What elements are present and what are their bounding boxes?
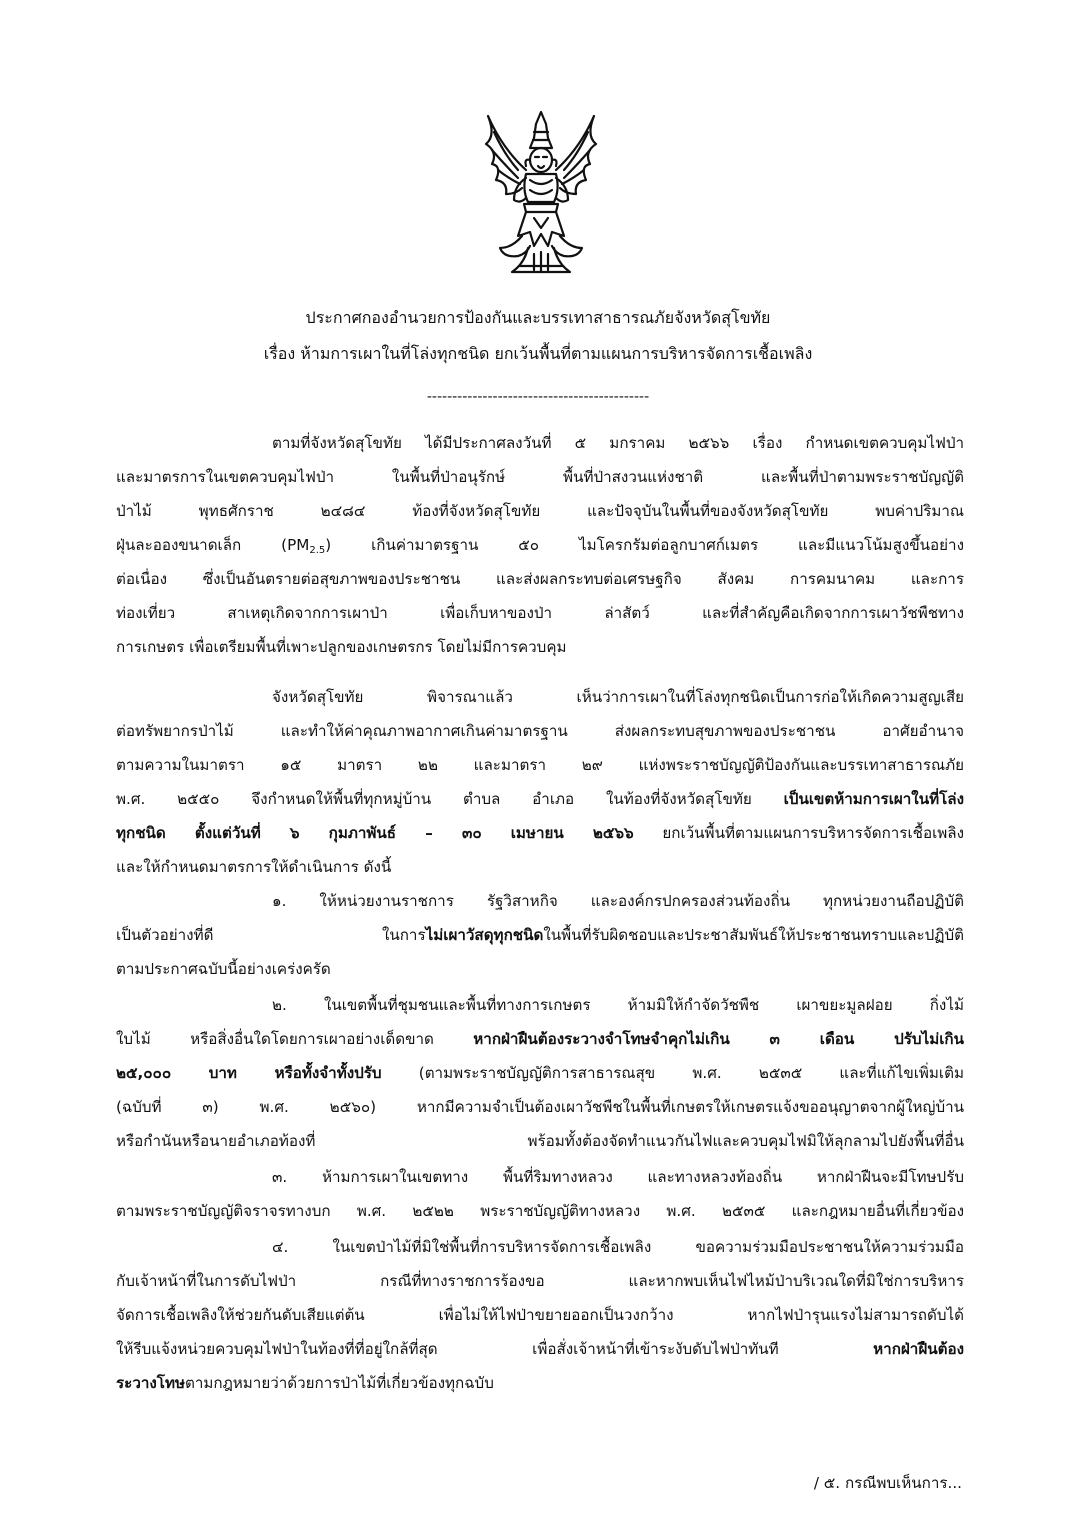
item-2-text: ใบไม้ หรือสิ่งอื่นใดโดยการเผาอย่างเด็ดขาด <box>116 1030 474 1048</box>
paragraph-1-line-6: ท่องเที่ยว สาเหตุเกิดจากการเผาป่า เพื่อเก็บหาของป่า ล่าสัตว์ และที่สำคัญคือเกิดจากการเผาวัชพืชทาง <box>116 604 964 622</box>
page-continuation: / ๕. กรณีพบเห็นการ... <box>813 1474 962 1492</box>
ban-period-bold: ทุกชนิด ตั้งแต่วันที่ ๖ กุมภาพันธ์ – ๓๐ เมษายน ๒๕๖๖ <box>116 824 634 842</box>
paragraph-1-line-3: ป่าไม้ พุทธศักราช ๒๔๘๔ ท้องที่จังหวัดสุโขทัย และปัจจุบันในพื้นที่ของจังหวัดสุโขทัย พบค่าปริมาณ <box>116 502 964 520</box>
item-2-line-3 <box>116 1062 964 1084</box>
item-1-text-2: ในพื้นที่รับผิดชอบและประชาสัมพันธ์ให้ประชาชนทราบและปฏิบัติ <box>543 926 964 944</box>
item-4-line-2: กับเจ้าหน้าที่ในการดับไฟป่า กรณีที่ทางราชการร้องขอ และหากพบเห็นไฟไหม้ป่าบริเวณใดที่มิใช่การบริหาร <box>116 1272 964 1290</box>
item-4-line-5 <box>116 1372 964 1394</box>
paragraph-2-line-6: และให้กำหนดมาตรการให้ดำเนินการ ดังนี้ <box>116 858 392 876</box>
item-2-line-1: ๒. ในเขตพื้นที่ชุมชนและพื้นที่ทางการเกษตร ห้ามมิให้กำจัดวัชพืช เผาขยะมูลฝอย กิ่งไม้ <box>272 996 964 1014</box>
item-1-line-1: ๑. ให้หน่วยงานราชการ รัฐวิสาหกิจ และองค์กรปกครองส่วนท้องถิ่น ทุกหน่วยงานถือปฏิบัติ <box>272 892 964 910</box>
paragraph-1-line-1: ตามที่จังหวัดสุโขทัย ได้มีประกาศลงวันที่ ๕ มกราคม ๒๕๖๖ เรื่อง กำหนดเขตควบคุมไฟป่า <box>272 434 964 452</box>
item-1-text: เป็นตัวอย่างที่ดี ในการ <box>116 926 426 944</box>
announcement-title: ประกาศกองอำนวยการป้องกันและบรรเทาสาธารณภัยจังหวัดสุโขทัย <box>305 308 771 327</box>
fine-bold: ๒๕,๐๐๐ บาท หรือทั้งจำทั้งปรับ <box>116 1064 382 1082</box>
item-4-line-4 <box>116 1338 964 1360</box>
paragraph-2-line-4 <box>116 788 964 810</box>
item-2-text-2: (ตามพระราชบัญญัติการสาธารณสุข พ.ศ. ๒๕๓๕ และที่แก้ไขเพิ่มเติม <box>381 1064 964 1082</box>
violation-bold: หากฝ่าฝืนต้อง <box>873 1340 964 1358</box>
paragraph-1-line-2: และมาตรการในเขตควบคุมไฟป่า ในพื้นที่ป่าอนุรักษ์ พื้นที่ป่าสงวนแห่งชาติ และพื้นที่ป่าตามพระราชบัญญัติ <box>116 468 964 486</box>
paragraph-2-line-2: ต่อทรัพยากรป่าไม้ และทำให้ค่าคุณภาพอากาศเกินค่ามาตรฐาน ส่งผลกระทบสุขภาพของประชาชน อาศัยอำนาจ <box>116 722 964 740</box>
paragraph-2-text-2: ยกเว้นพื้นที่ตามแผนการบริหารจัดการเชื้อเพลิง <box>633 824 964 842</box>
item-1-line-2 <box>116 924 964 946</box>
item-4-text: ให้รีบแจ้งหน่วยควบคุมไฟป่าในท้องที่ที่อยู่ใกล้ที่สุด เพื่อสั่งเจ้าหน้าที่เข้าระงับดับไฟป่าทันที <box>116 1340 874 1358</box>
paragraph-1-line-7: การเกษตร เพื่อเตรียมพื้นที่เพาะปลูกของเกษตรกร โดยไม่มีการควบคุม <box>116 638 567 656</box>
item-2-line-5: หรือกำนันหรือนายอำเภอท้องที่ พร้อมทั้งต้องจัดทำแนวกันไฟและควบคุมไฟมิให้ลุกลามไปยังพื้นที่อื่น <box>116 1132 964 1150</box>
punishment-bold: ระวางโทษ <box>116 1374 185 1392</box>
paragraph-1-line-5: ต่อเนื่อง ซึ่งเป็นอันตรายต่อสุขภาพของประชาชน และส่งผลกระทบต่อเศรษฐกิจ สังคม การคมนาคม และการ <box>116 570 964 588</box>
item-4-line-3: จัดการเชื้อเพลิงให้ช่วยกันดับเสียแต่ต้น เพื่อไม่ให้ไฟป่าขยายออกเป็นวงกว้าง หากไฟป่ารุนแรงไม่สามารถดับได้ <box>116 1306 964 1324</box>
item-2-line-2 <box>116 1028 964 1050</box>
item-4-line-1: ๔. ในเขตป่าไม้ที่มิใช่พื้นที่การบริหารจัดการเชื้อเพลิง ขอความร่วมมือประชาชนให้ความร่วมมือ <box>272 1238 964 1256</box>
item-3-line-2: ตามพระราชบัญญัติจราจรทางบก พ.ศ. ๒๕๒๒ พระราชบัญญัติทางหลวง พ.ศ. ๒๕๓๕ และกฎหมายอื่นที่เกี่ยวข้อง <box>116 1202 964 1220</box>
pm-subscript: 2.5 <box>309 545 326 556</box>
item-1-line-3: ตามประกาศฉบับนี้อย่างเคร่งครัด <box>116 960 331 978</box>
pm-text: ฝุ่นละอองขนาดเล็ก (PM <box>116 536 310 554</box>
paragraph-2-text: พ.ศ. ๒๕๕๐ จึงกำหนดให้พื้นที่ทุกหมู่บ้าน ตำบล อำเภอ ในท้องที่จังหวัดสุโขทัย <box>116 790 784 808</box>
paragraph-2-line-5 <box>116 822 964 844</box>
ban-zone-bold: เป็นเขตห้ามการเผาในที่โล่ง <box>783 790 964 808</box>
paragraph-2-line-3: ตามความในมาตรา ๑๕ มาตรา ๒๒ และมาตรา ๒๙ แห่งพระราชบัญญัติป้องกันและบรรเทาสาธารณภัย <box>116 756 964 774</box>
penalty-bold: หากฝ่าฝืนต้องระวางจำโทษจำคุกไม่เกิน ๓ เดือน ปรับไม่เกิน <box>473 1030 964 1048</box>
pm-text-rest: ) เกินค่ามาตรฐาน ๕๐ ไมโครกรัมต่อลูกบาศก์เมตร และมีแนวโน้มสูงขึ้นอย่าง <box>325 536 964 554</box>
item-3-line-1: ๓. ห้ามการเผาในเขตทาง พื้นที่ริมทางหลวง และทางหลวงท้องถิ่น หากฝ่าฝืนจะมีโทษปรับ <box>272 1168 964 1186</box>
announcement-subject: เรื่อง ห้ามการเผาในที่โล่งทุกชนิด ยกเว้นพื้นที่ตามแผนการบริหารจัดการเชื้อเพลิง <box>263 344 813 363</box>
paragraph-2-line-1: จังหวัดสุโขทัย พิจารณาแล้ว เห็นว่าการเผาในที่โล่งทุกชนิดเป็นการก่อให้เกิดความสูญเสีย <box>272 688 964 706</box>
item-2-line-4: (ฉบับที่ ๓) พ.ศ. ๒๕๖๐) หากมีความจำเป็นต้องเผาวัชพืชในพื้นที่เกษตรให้เกษตรแจ้งขออนุญาตจากผู้ใหญ่บ้าน <box>116 1098 964 1116</box>
item-4-text-2: ตามกฎหมายว่าด้วยการป่าไม้ที่เกี่ยวข้องทุกฉบับ <box>184 1374 494 1392</box>
divider: -------------------------------------------- <box>426 389 650 405</box>
no-burning-bold: ไม่เผาวัสดุทุกชนิด <box>425 926 544 944</box>
paragraph-1-line-4 <box>116 534 964 556</box>
garuda-emblem-icon <box>478 108 604 280</box>
